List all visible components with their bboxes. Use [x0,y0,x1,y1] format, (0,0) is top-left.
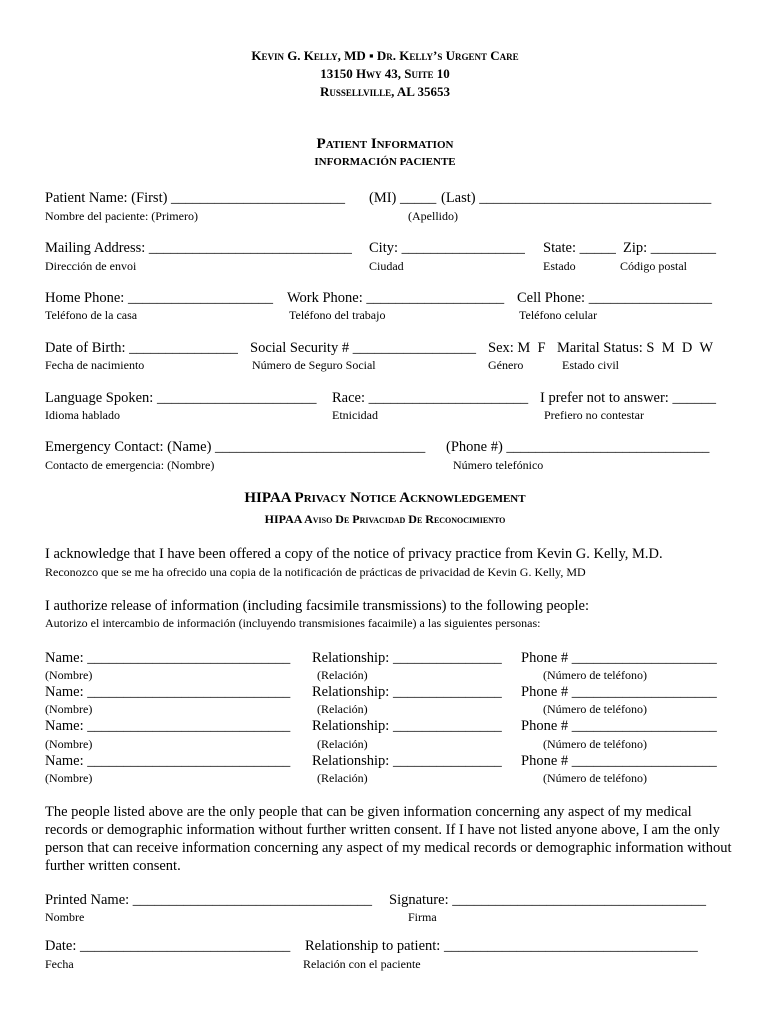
cell-phone-label-es: Teléfono celular [519,308,598,322]
language-field[interactable]: Language Spoken: ______________________ [45,390,317,406]
contact-phone-field[interactable]: Phone # ____________________ [521,684,717,700]
contact-relationship-field[interactable]: Relationship: _______________ [312,684,502,700]
address-label-es: Dirección de envoi [45,259,137,273]
contact-relationship-field[interactable]: Relationship: _______________ [312,718,502,734]
practice-name: Kevin G. Kelly, MD ▪ Dr. Kelly’s Urgent Care [251,48,519,63]
contact-name-label-es: (Nombre) [45,737,93,751]
sex-options[interactable]: Sex: M F [488,340,546,356]
contact-relationship-label-es: (Relación) [317,702,368,716]
emergency-phone-label-es: Número telefónico [453,458,544,472]
contact-name-label-es: (Nombre) [45,702,93,716]
authorize-text-es: Autorizo el intercambio de información (incluyendo transmisiones facaimile) a las siguientes personas: [45,616,541,630]
race-label-es: Etnicidad [332,408,378,422]
contact-name-field[interactable]: Name: ____________________________ [45,684,291,700]
contact-name-label-es: (Nombre) [45,668,93,682]
mailing-address-field[interactable]: Mailing Address: ____________________________ [45,240,352,256]
prefer-label-es: Prefiero no contestar [544,408,644,422]
contact-phone-label-es: (Número de teléfono) [543,702,647,716]
consent-statement: The people listed above are the only people that can be given information concerning any aspect of my medical records or demographic information without further written consent. If I have not listed anyone above, I am the only person that can receive information concerning any aspect of my medical records or demographic information without further written consent. [45,804,732,874]
relationship-label-es: Relación con el paciente [303,957,421,971]
contact-name-label-es: (Nombre) [45,771,93,785]
contact-phone-field[interactable]: Phone # ____________________ [521,753,717,769]
printed-name-label-es: Nombre [45,910,85,924]
social-security-field[interactable]: Social Security # _________________ [250,340,476,356]
signature-field[interactable]: Signature: ___________________________________ [389,892,706,908]
zip-label-es: Código postal [620,259,688,273]
first-name-label-es: Nombre del paciente: (Primero) [45,209,198,223]
contact-relationship-label-es: (Relación) [317,668,368,682]
city-label-es: Ciudad [369,259,404,273]
dob-label-es: Fecha de nacimiento [45,358,145,372]
patient-info-title: Patient Information [316,136,454,152]
marital-status-options[interactable]: Marital Status: S M D W [557,340,714,356]
work-phone-field[interactable]: Work Phone: ___________________ [287,290,505,306]
emergency-contact-phone-field[interactable]: (Phone #) ____________________________ [446,439,710,455]
patient-info-subtitle: INFORMACIÓN PACIENTE [314,156,456,168]
hipaa-subtitle: HIPAA Aviso De Privacidad De Reconocimiento [264,512,506,526]
ssn-label-es: Número de Seguro Social [252,358,376,372]
practice-city: Russellville, AL 35653 [320,84,450,99]
middle-initial-field[interactable]: (MI) _____ [369,190,437,206]
contact-name-field[interactable]: Name: ____________________________ [45,718,291,734]
emergency-name-label-es: Contacto de emergencia: (Nombre) [45,458,215,472]
contact-relationship-field[interactable]: Relationship: _______________ [312,650,502,666]
work-phone-label-es: Teléfono del trabajo [289,308,386,322]
printed-name-field[interactable]: Printed Name: _________________________________ [45,892,373,908]
city-field[interactable]: City: _________________ [369,240,525,256]
relationship-to-patient-field[interactable]: Relationship to patient: ___________________________________ [305,938,698,954]
home-phone-field[interactable]: Home Phone: ____________________ [45,290,273,306]
sex-label-es: Género [488,358,524,372]
acknowledgement-text-es: Reconozco que se me ha ofrecido una copia de la notificación de prácticas de privacidad de Kevin G. Kelly, MD [45,565,586,579]
contact-phone-label-es: (Número de teléfono) [543,668,647,682]
date-of-birth-field[interactable]: Date of Birth: _______________ [45,340,238,356]
date-label-es: Fecha [45,957,74,971]
authorize-text: I authorize release of information (including facsimile transmissions) to the following people: [45,598,590,614]
contact-phone-label-es: (Número de teléfono) [543,737,647,751]
cell-phone-field[interactable]: Cell Phone: _________________ [517,290,712,306]
contact-relationship-field[interactable]: Relationship: _______________ [312,753,502,769]
state-label-es: Estado [543,259,576,273]
language-label-es: Idioma hablado [45,408,120,422]
acknowledgement-text: I acknowledge that I have been offered a copy of the notice of privacy practice from Kevin G. Kelly, M.D. [45,546,663,562]
emergency-contact-name-field[interactable]: Emergency Contact: (Name) _____________________________ [45,439,426,455]
signature-label-es: Firma [408,910,437,924]
practice-address: 13150 Hwy 43, Suite 10 [320,66,450,81]
date-field[interactable]: Date: _____________________________ [45,938,291,954]
home-phone-label-es: Teléfono de la casa [45,308,138,322]
prefer-not-answer-field[interactable]: I prefer not to answer: ______ [540,390,716,406]
contact-name-field[interactable]: Name: ____________________________ [45,753,291,769]
contact-relationship-label-es: (Relación) [317,737,368,751]
last-name-label-es: (Apellido) [408,209,458,223]
contact-phone-label-es: (Número de teléfono) [543,771,647,785]
contact-name-field[interactable]: Name: ____________________________ [45,650,291,666]
hipaa-title: HIPAA Privacy Notice Acknowledgement [244,490,526,506]
first-name-field[interactable]: Patient Name: (First) ________________________ [45,190,346,206]
race-field[interactable]: Race: ______________________ [332,390,529,406]
contact-phone-field[interactable]: Phone # ____________________ [521,718,717,734]
last-name-field[interactable]: (Last) ________________________________ [441,190,712,206]
contact-relationship-label-es: (Relación) [317,771,368,785]
state-field[interactable]: State: _____ [543,240,616,256]
marital-label-es: Estado civil [562,358,619,372]
zip-field[interactable]: Zip: _________ [623,240,717,256]
contact-phone-field[interactable]: Phone # ____________________ [521,650,717,666]
